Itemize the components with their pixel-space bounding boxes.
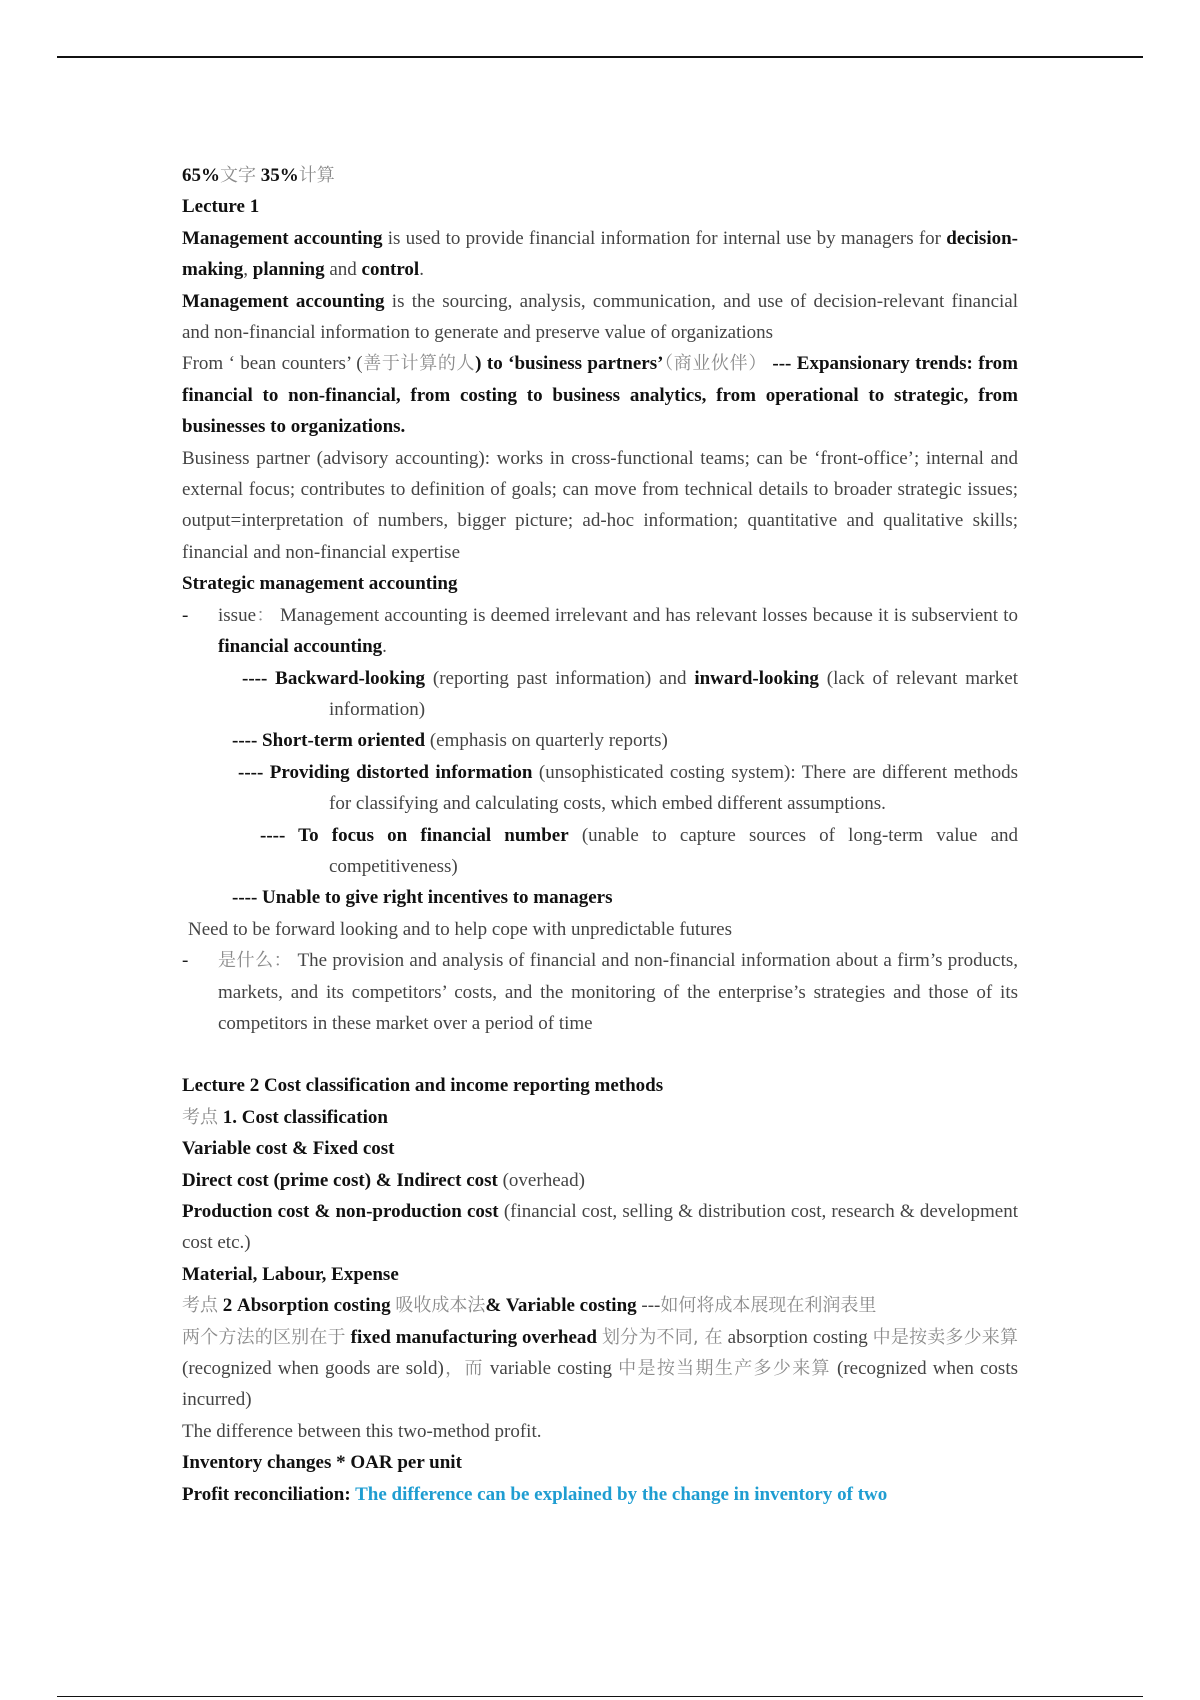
footer-rule xyxy=(57,1696,1143,1697)
sma-need-line: Need to be forward looking and to help cope with unpredictable futures xyxy=(188,918,732,940)
sma-issue-item: ---- Short-term oriented (emphasis on quarterly reports) xyxy=(232,730,668,752)
paragraph-ma-definition-1: Management accounting is used to provide financial information for internal use by managers for decision-making, planning and control. xyxy=(182,227,1018,281)
production-nonproduction-line: Production cost & non-production cost (financial cost, selling & distribution cost, research & development cost etc.) xyxy=(182,1201,1018,1254)
profit-difference-line: The difference between this two-method profit. xyxy=(182,1420,542,1442)
ratio-pct-text: 65% xyxy=(182,165,220,186)
paragraph-ma-definition-2: Management accounting is the sourcing, analysis, communication, and use of decision-relevant financial and non-financial information to generate and preserve value of organizations xyxy=(182,290,1018,344)
sma-issue-item: ---- Unable to give right incentives to managers xyxy=(232,887,613,909)
lecture1-heading: Lecture 1 xyxy=(182,196,260,218)
sma-what-bullet: - 是什么： The provision and analysis of financial and non-financial information about a firm’s products, markets, and its competitors’ costs, and the monitoring of the enterprise’s strategies and those of its competitors in these market over a period of time xyxy=(182,950,1018,1034)
ratio-zh-text: 文字 xyxy=(220,165,256,186)
sma-issue-item: ---- To focus on financial number (unable to capture sources of long-term value and competitiveness) xyxy=(260,824,1019,877)
ratio-pct-calc: 35% xyxy=(260,165,299,186)
lecture2-heading: Lecture 2 Cost classification and income reporting methods xyxy=(182,1075,664,1097)
sma-issue-bullet: - issue： Management accounting is deemed irrelevant and has relevant losses because it is subservient to financial accounting. xyxy=(182,604,1018,658)
sma-heading: Strategic management accounting xyxy=(182,573,458,595)
header-rule xyxy=(57,56,1143,58)
paragraph-bean-counters: From ‘ bean counters’ (善于计算的人) to ‘business partners’（商业伙伴） --- Expansionary trends: from financial to non-financial, from costing to business analytics, from operational to strategic, from businesses to organizations. xyxy=(182,353,1018,438)
kaodian-1: 考点 1. Cost classification xyxy=(182,1106,388,1128)
method-difference-paragraph: 两个方法的区别在于 fixed manufacturing overhead 划分为不同, 在 absorption costing 中是按卖多少来算 (recognized when goods are sold)，而 variable costing 中是按当期生产多少来算 (recognized when costs incurred) xyxy=(182,1326,1018,1411)
kaodian-2: 考点 2 Absorption costing 吸收成本法& Variable costing ---如何将成本展现在利润表里 xyxy=(182,1295,877,1317)
sma-issue-item: ---- Backward-looking (reporting past information) and inward-looking (lack of relevant market information) xyxy=(242,667,1018,720)
document-body xyxy=(182,160,1018,1510)
material-labour-expense-line: Material, Labour, Expense xyxy=(182,1263,399,1285)
sma-issue-item: ---- Providing distorted information (unsophisticated costing system): There are different methods for classifying and calculating costs, which embed different assumptions. xyxy=(238,761,1018,815)
direct-indirect-line: Direct cost (prime cost) & Indirect cost (overhead) xyxy=(182,1169,585,1191)
profit-reconciliation-line: Profit reconciliation: The difference can be explained by the change in inventory of two xyxy=(182,1483,888,1505)
inventory-changes-line: Inventory changes * OAR per unit xyxy=(182,1452,462,1474)
variable-fixed-line: Variable cost & Fixed cost xyxy=(182,1138,395,1160)
ratio-zh-calc: 计算 xyxy=(298,165,335,186)
ratio-line xyxy=(182,160,1018,191)
paragraph-business-partner: Business partner (advisory accounting): works in cross-functional teams; can be ‘front-office’; internal and external focus; contributes to definition of goals; can move from technical details to broader strategic issues; output=interpretation of numbers, bigger picture; ad-hoc information; quantitative and qualitative skills; financial and non-financial expertise xyxy=(182,447,1018,563)
